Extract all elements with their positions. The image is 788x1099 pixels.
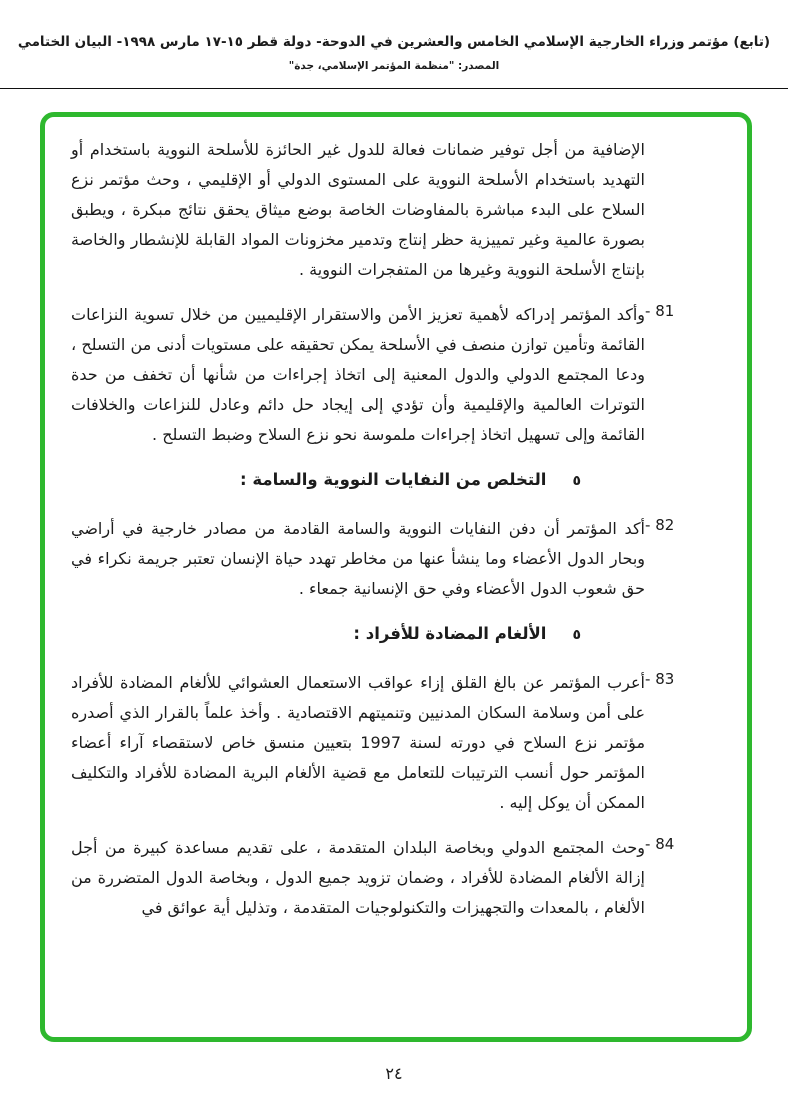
content-frame (40, 112, 752, 1042)
paragraph-text: وحث المجتمع الدولي وبخاصة البلدان المتقدمة ، على تقديم مساعدة كبيرة من أجل إزالة الألغام المضادة للأفراد ، وضمان تزويد جميع الدول ، وبخاصة الدول المتضررة من الألغام ، بالمعدات والتجهيزات والتكنولوجيات المتقدمة ، وتذليل أية عوائق في (71, 838, 645, 917)
header-divider (0, 88, 788, 89)
section-heading-text: التخلص من النفايات النووية والسامة : (240, 470, 547, 489)
paragraph-text: أكد المؤتمر أن دفن النفايات النووية والسامة القادمة من مصادر خارجية في أراضي وبحار الدول الأعضاء وما ينشأ عنها من مخاطر تهدد حياة الإنسان تعتبر جريمة نكراء في حق شعوب الدول الأعضاء وفي حق الإنسانية جمعاء . (71, 519, 645, 598)
paragraph-text: الإضافية من أجل توفير ضمانات فعالة للدول غير الحائزة للأسلحة النووية باستخدام أو التهديد باستخدام الأسلحة النووية على المستوى الدولي أو الإقليمي ، وحث مؤتمر نزع السلاح على البدء مباشرة بالمفاوضات الخاصة بوضع ميثاق يحقق نتائج مبكرة ، ويطبق بصورة عالمية وغير تمييزية حظر إنتاج وتدمير مخزونات المواد القابلة للإنشطار والخاصة بإنتاج الأسلحة النووية وغيرها من المتفجرات النووية . (71, 140, 645, 279)
header-source: المصدر: "منظمة المؤتمر الإسلامي، جدة" (288, 60, 500, 72)
paragraph (71, 514, 729, 604)
paragraph-number: 82 - (645, 516, 675, 534)
section-heading (71, 619, 729, 650)
section-heading (71, 465, 729, 496)
paragraph-text: وأكد المؤتمر إدراكه لأهمية تعزيز الأمن والاستقرار الإقليميين من خلال تسوية النزاعات القائمة وتأمين توازن منصف في الأسلحة يمكن تحقيقه على مستويات أدنى من التسلح ، ودعا المجتمع الدولي والدول المعنية إلى اتخاذ إجراءات من شأنها أن تخفف من حدة التوترات العالمية والإقليمية وأن تؤدي إلى إيجاد حل دائم وعادل للنزاعات والخلافات القائمة وإلى تسهيل اتخاذ إجراءات ملموسة نحو نزع السلاح وضبط التسلح . (71, 305, 645, 444)
paragraph (71, 300, 729, 450)
paragraph (71, 668, 729, 818)
paragraph-number (645, 135, 729, 285)
paragraph-number: 81 - (645, 302, 675, 320)
paragraph-number: 84 - (645, 835, 675, 853)
paragraph-text: أعرب المؤتمر عن بالغ القلق إزاء عواقب الاستعمال العشوائي للألغام المضادة للأفراد على أمن وسلامة السكان المدنيين وتنميتهم الاقتصادية . وأخذ علماً بالقرار الذي أصدره مؤتمر نزع السلاح في دورته لسنة 1997 بتعيين منسق خاص لاستقصاء آراء أعضاء المؤتمر حول أنسب الترتيبات للتعامل مع قضية الألغام البرية المضادة للأفراد والتكليف الممكن أن يوكل إليه . (71, 673, 646, 812)
document-body (71, 135, 729, 923)
bullet-marker: ٥ (572, 473, 581, 489)
paragraph-number: 83 - (645, 670, 675, 688)
section-heading-text: الألغام المضادة للأفراد : (353, 624, 547, 643)
paragraph (71, 135, 729, 285)
page-number: ٢٤ (385, 1064, 403, 1083)
paragraph (71, 833, 729, 923)
header-title: (تابع) مؤتمر وزراء الخارجية الإسلامي الخامس والعشرين في الدوحة- دولة قطر ١٥-١٧ مارس ١٩٩٨- البيان الختامي (17, 34, 771, 50)
bullet-marker: ٥ (572, 627, 581, 643)
page-header (14, 34, 774, 72)
